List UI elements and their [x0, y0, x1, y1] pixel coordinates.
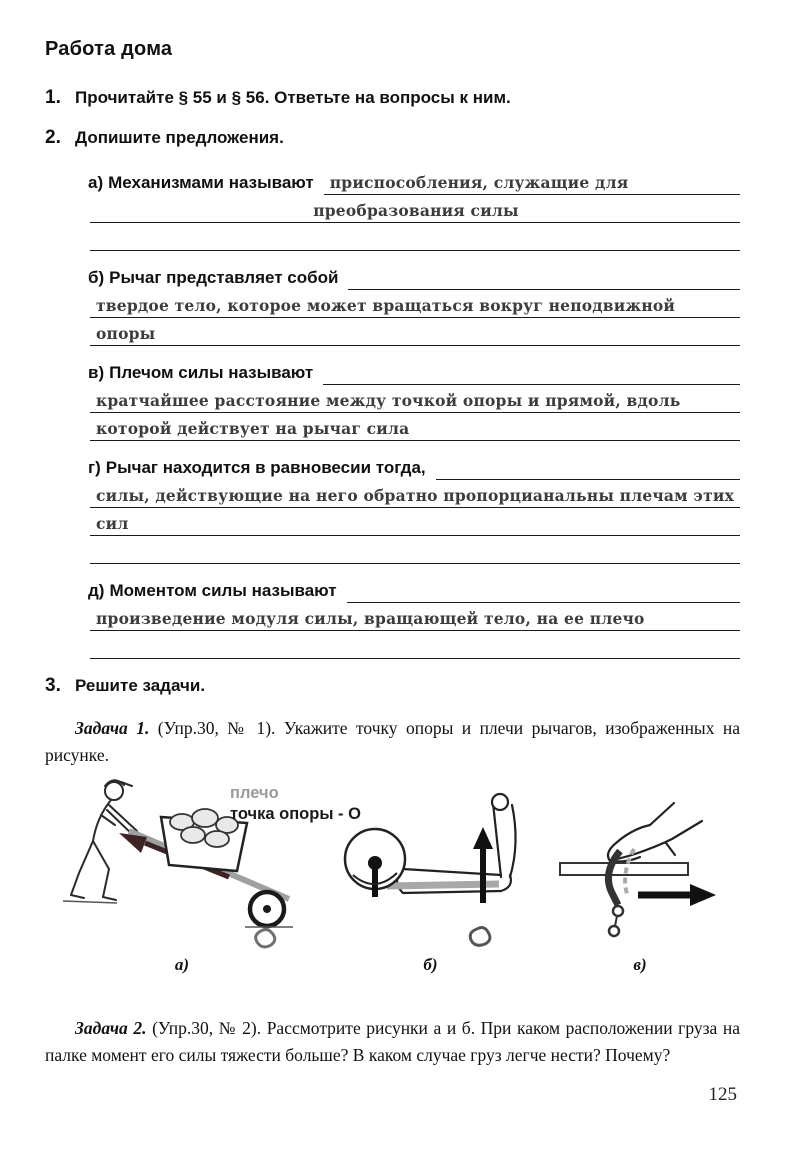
fill-in-section: [88, 167, 740, 659]
blank-answer-line: [90, 222, 740, 251]
handwritten-answer: кратчайшее расстояние между точкой опоры и прямой, вдоль: [96, 391, 681, 410]
handwritten-answer: опоры: [96, 324, 156, 343]
answer-line: [324, 166, 740, 195]
task-2-text: Допишите предложения.: [75, 128, 284, 147]
fill-row: [90, 195, 740, 223]
problem-2-text: (Упр.30, № 2). Рассмотрите рисунки а и б. При каком расположении груза на палке момент его силы тяжести больше? В каком случае груз легче нести? Почему?: [45, 1018, 740, 1066]
fill-label-b: б): [88, 268, 105, 287]
problem-2: [45, 1015, 740, 1069]
handwritten-answer: твердое тело, которое может вращаться вокруг неподвижной: [96, 296, 676, 315]
task-3-text: Решите задачи.: [75, 676, 206, 695]
pedal-illustration: [554, 799, 726, 949]
fill-row: [90, 508, 740, 536]
fill-row: [90, 290, 740, 318]
task-3-number: 3.: [45, 675, 61, 696]
figure-row: [45, 783, 740, 975]
fill-prompt-text-v: Плечом силы называют: [109, 363, 314, 382]
handwritten-answer: приспособления, служащие для: [329, 173, 629, 192]
fill-prompt-g: [88, 458, 436, 480]
fill-prompt-text-d: Моментом силы называют: [109, 581, 337, 600]
fill-row: [90, 413, 740, 441]
answer-line: [90, 479, 740, 508]
task-1: [45, 87, 740, 109]
fill-prompt-v: [88, 363, 323, 385]
answer-line: [90, 384, 740, 413]
fill-prompt-text-a: Механизмами называют: [108, 173, 314, 192]
fill-label-g: г): [88, 458, 101, 477]
fill-row: [88, 452, 740, 480]
figure-v-caption: в): [633, 955, 647, 975]
answer-line: [90, 507, 740, 536]
problem-1: [45, 715, 740, 769]
figure-a-caption: а): [174, 955, 190, 975]
page-title: Работа дома: [45, 38, 173, 60]
problem-1-title: Задача 1.: [75, 718, 150, 738]
figure-annotations: [230, 783, 361, 824]
answer-line: [90, 602, 740, 631]
figure-b-block: [333, 791, 528, 975]
fill-row: [90, 385, 740, 413]
fill-row: [88, 167, 740, 195]
answer-line: [347, 574, 740, 603]
fill-row: [88, 357, 740, 385]
fill-label-a: а): [88, 173, 104, 192]
fill-prompt-text-g: Рычаг находится в равновесии тогда,: [105, 458, 426, 477]
lever-figures: [45, 783, 740, 1001]
answer-line: [90, 412, 740, 441]
fulcrum-o-mark: [470, 928, 490, 946]
answer-line: [90, 194, 740, 223]
handwritten-answer: силы, действующие на него обратно пропорцианальны плечам этих: [96, 486, 735, 505]
task-2-number: 2.: [45, 127, 61, 148]
page-number: 125: [708, 1084, 737, 1105]
task-1-text: Прочитайте § 55 и § 56. Ответьте на вопросы к ним.: [75, 88, 511, 107]
fill-row: [90, 223, 740, 251]
fill-prompt-a: [88, 173, 324, 195]
answer-line: [90, 289, 740, 318]
problem-2-title: Задача 2.: [75, 1018, 147, 1039]
fill-prompt-text-b: Рычаг представляет собой: [109, 268, 339, 287]
fill-row: [90, 631, 740, 659]
handwritten-answer: преобразования силы: [313, 201, 519, 220]
fill-prompt-d: [88, 581, 347, 603]
blank-answer-line: [90, 535, 740, 564]
fill-row: [88, 575, 740, 603]
handwritten-answer: сил: [96, 514, 129, 533]
fill-row: [90, 480, 740, 508]
fill-item-a: [88, 167, 740, 251]
figure-v-block: [554, 799, 726, 975]
figure-b-caption: б): [423, 955, 438, 975]
fill-item-v: [88, 357, 740, 441]
handwritten-answer: произведение модуля силы, вращающей тело, на ее плечо: [96, 609, 645, 628]
annotation-lever-arm: плечо: [230, 784, 279, 803]
fill-row: [88, 262, 740, 290]
fill-label-d: д): [88, 581, 105, 600]
blank-answer-line: [90, 630, 740, 659]
task-3: [45, 675, 740, 697]
task-1-number: 1.: [45, 87, 61, 108]
answer-line: [323, 356, 740, 385]
annotation-fulcrum: точка опоры - О: [230, 804, 361, 823]
fill-row: [90, 318, 740, 346]
fill-row: [90, 536, 740, 564]
fill-row: [90, 603, 740, 631]
fulcrum-o-mark: [256, 930, 275, 948]
problem-1-text: (Упр.30, № 1). Укажите точку опоры и плечи рычагов, изображенных на рисунке.: [45, 718, 741, 766]
arm-ball-illustration: [333, 791, 528, 949]
fill-item-b: [88, 262, 740, 346]
answer-line: [90, 317, 740, 346]
fill-item-g: [88, 452, 740, 564]
fill-prompt-b: [88, 268, 348, 290]
handwritten-answer: которой действует на рычаг сила: [96, 419, 410, 438]
answer-line: [348, 261, 740, 290]
fill-item-d: [88, 575, 740, 659]
fill-label-v: в): [88, 363, 105, 382]
answer-line: [436, 451, 740, 480]
task-2: [45, 127, 740, 149]
